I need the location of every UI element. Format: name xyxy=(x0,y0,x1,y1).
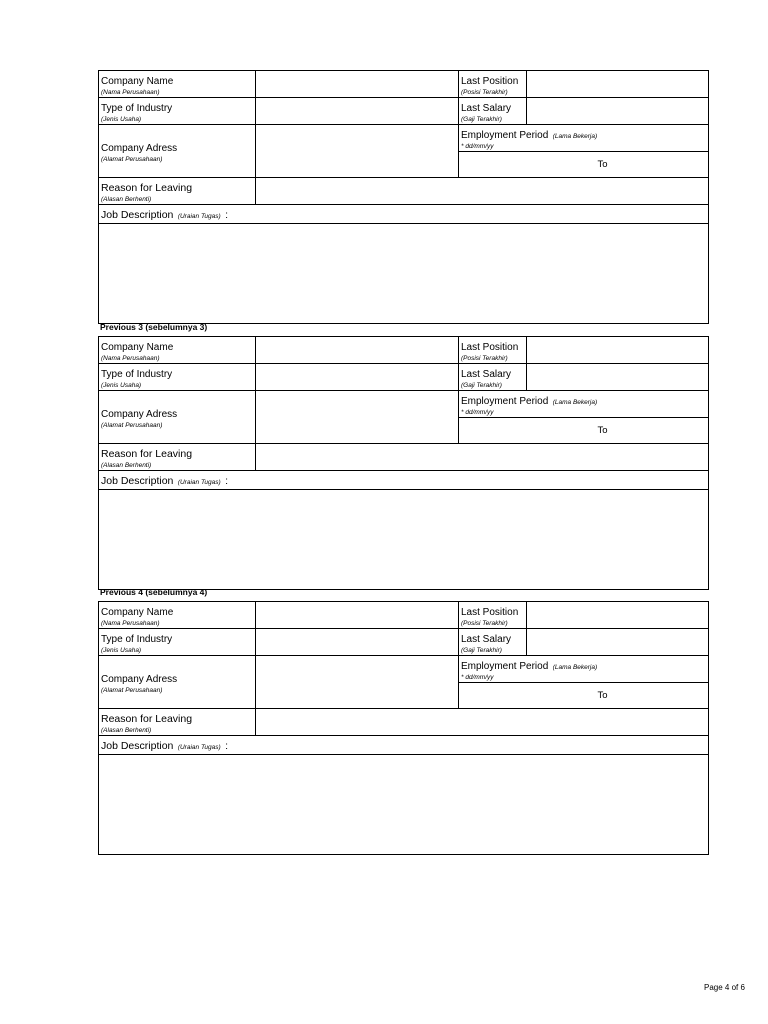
industry-sublabel: (Jenis Usaha) xyxy=(101,647,142,654)
job-description-colon: : xyxy=(225,740,229,752)
reason-sublabel: (Alasan Berhenti) xyxy=(101,462,152,469)
last-salary-label: Last Salary xyxy=(461,103,512,114)
job-description-label: Job Description xyxy=(101,475,174,487)
last-position-sublabel: (Posisi Terakhir) xyxy=(461,355,508,362)
job-description-sublabel: (Uraian Tugas) xyxy=(177,479,221,486)
company-name-label-cell xyxy=(99,71,256,98)
job-description-colon: : xyxy=(225,475,229,487)
address-field[interactable] xyxy=(256,656,459,709)
company-name-field[interactable] xyxy=(256,602,459,629)
last-position-label-cell xyxy=(459,602,527,629)
industry-sublabel: (Jenis Usaha) xyxy=(101,116,142,123)
employment-period-cell xyxy=(459,391,709,418)
last-salary-label-cell xyxy=(459,98,527,125)
job-description-sublabel: (Uraian Tugas) xyxy=(177,213,221,220)
reason-label-cell xyxy=(99,444,256,471)
reason-label: Reason for Leaving xyxy=(101,713,193,725)
to-label: To xyxy=(597,425,608,436)
company-name-field[interactable] xyxy=(256,71,459,98)
job-description-header xyxy=(99,205,709,224)
section-title-previous-3: Previous 3 (sebelumnya 3) xyxy=(100,322,208,332)
last-position-label: Last Position xyxy=(461,342,519,353)
job-description-field[interactable] xyxy=(99,490,709,590)
company-name-label-cell xyxy=(99,602,256,629)
address-label: Company Adress xyxy=(101,674,178,685)
reason-field[interactable] xyxy=(256,709,709,736)
employment-period-sublabel: (Lama Bekerja) xyxy=(552,664,598,671)
address-label: Company Adress xyxy=(101,143,178,154)
last-salary-field[interactable] xyxy=(527,629,709,656)
industry-label-cell xyxy=(99,98,256,125)
employment-form-table xyxy=(98,70,709,324)
last-salary-field[interactable] xyxy=(527,98,709,125)
last-salary-sublabel: (Gaji Terakhir) xyxy=(461,116,502,123)
reason-sublabel: (Alasan Berhenti) xyxy=(101,727,152,734)
last-position-label: Last Position xyxy=(461,76,519,87)
job-description-header xyxy=(99,736,709,755)
last-salary-label-cell xyxy=(459,629,527,656)
industry-label-cell xyxy=(99,364,256,391)
address-field[interactable] xyxy=(256,391,459,444)
page-number: Page 4 of 6 xyxy=(704,983,745,992)
employment-period-label: Employment Period xyxy=(461,130,549,141)
job-description-header xyxy=(99,471,709,490)
employment-form-table xyxy=(98,601,709,855)
date-format-hint: * dd/mm/yy xyxy=(461,674,494,681)
last-salary-label: Last Salary xyxy=(461,634,512,645)
job-description-label: Job Description xyxy=(101,209,174,221)
last-salary-field[interactable] xyxy=(527,364,709,391)
last-position-sublabel: (Posisi Terakhir) xyxy=(461,620,508,627)
address-label-cell xyxy=(99,125,256,178)
employment-period-label: Employment Period xyxy=(461,661,549,672)
company-name-label: Company Name xyxy=(101,76,174,87)
employment-period-field[interactable] xyxy=(459,152,709,178)
last-position-field[interactable] xyxy=(527,71,709,98)
reason-sublabel: (Alasan Berhenti) xyxy=(101,196,152,203)
last-salary-label: Last Salary xyxy=(461,369,512,380)
last-salary-sublabel: (Gaji Terakhir) xyxy=(461,647,502,654)
job-description-label: Job Description xyxy=(101,740,174,752)
reason-label: Reason for Leaving xyxy=(101,182,193,194)
company-name-sublabel: (Nama Perusahaan) xyxy=(101,355,160,362)
industry-label: Type of Industry xyxy=(101,103,173,114)
reason-field[interactable] xyxy=(256,444,709,471)
employment-block-previous-4 xyxy=(98,601,708,855)
industry-field[interactable] xyxy=(256,98,459,125)
employment-period-field[interactable] xyxy=(459,683,709,709)
date-format-hint: * dd/mm/yy xyxy=(461,409,494,416)
last-salary-label-cell xyxy=(459,364,527,391)
address-label-cell xyxy=(99,391,256,444)
address-label: Company Adress xyxy=(101,409,178,420)
employment-period-cell xyxy=(459,656,709,683)
company-name-sublabel: (Nama Perusahaan) xyxy=(101,620,160,627)
industry-field[interactable] xyxy=(256,364,459,391)
reason-label-cell xyxy=(99,709,256,736)
address-label-cell xyxy=(99,656,256,709)
last-position-label: Last Position xyxy=(461,607,519,618)
company-name-field[interactable] xyxy=(256,337,459,364)
to-label: To xyxy=(597,159,608,170)
employment-period-cell xyxy=(459,125,709,152)
company-name-label: Company Name xyxy=(101,342,174,353)
industry-label-cell xyxy=(99,629,256,656)
employment-period-sublabel: (Lama Bekerja) xyxy=(552,399,598,406)
date-format-hint: * dd/mm/yy xyxy=(461,143,494,150)
last-position-field[interactable] xyxy=(527,602,709,629)
last-position-label-cell xyxy=(459,337,527,364)
job-description-sublabel: (Uraian Tugas) xyxy=(177,744,221,751)
industry-label: Type of Industry xyxy=(101,369,173,380)
employment-period-field[interactable] xyxy=(459,418,709,444)
job-description-field[interactable] xyxy=(99,755,709,855)
employment-period-sublabel: (Lama Bekerja) xyxy=(552,133,598,140)
last-position-field[interactable] xyxy=(527,337,709,364)
section-title-previous-4: Previous 4 (sebelumnya 4) xyxy=(100,587,208,597)
last-position-label-cell xyxy=(459,71,527,98)
employment-period-label: Employment Period xyxy=(461,396,549,407)
reason-field[interactable] xyxy=(256,178,709,205)
address-field[interactable] xyxy=(256,125,459,178)
industry-field[interactable] xyxy=(256,629,459,656)
last-position-sublabel: (Posisi Terakhir) xyxy=(461,89,508,96)
reason-label-cell xyxy=(99,178,256,205)
employment-form-table xyxy=(98,336,709,590)
address-sublabel: (Alamat Perusahaan) xyxy=(101,422,163,429)
company-name-label-cell xyxy=(99,337,256,364)
employment-block-previous-3 xyxy=(98,336,708,590)
address-sublabel: (Alamat Perusahaan) xyxy=(101,156,163,163)
reason-label: Reason for Leaving xyxy=(101,448,193,460)
last-salary-sublabel: (Gaji Terakhir) xyxy=(461,382,502,389)
job-description-colon: : xyxy=(225,209,229,221)
job-description-field[interactable] xyxy=(99,224,709,324)
employment-block-previous-2 xyxy=(98,70,708,324)
address-sublabel: (Alamat Perusahaan) xyxy=(101,687,163,694)
company-name-label: Company Name xyxy=(101,607,174,618)
to-label: To xyxy=(597,690,608,701)
industry-label: Type of Industry xyxy=(101,634,173,645)
industry-sublabel: (Jenis Usaha) xyxy=(101,382,142,389)
company-name-sublabel: (Nama Perusahaan) xyxy=(101,89,160,96)
